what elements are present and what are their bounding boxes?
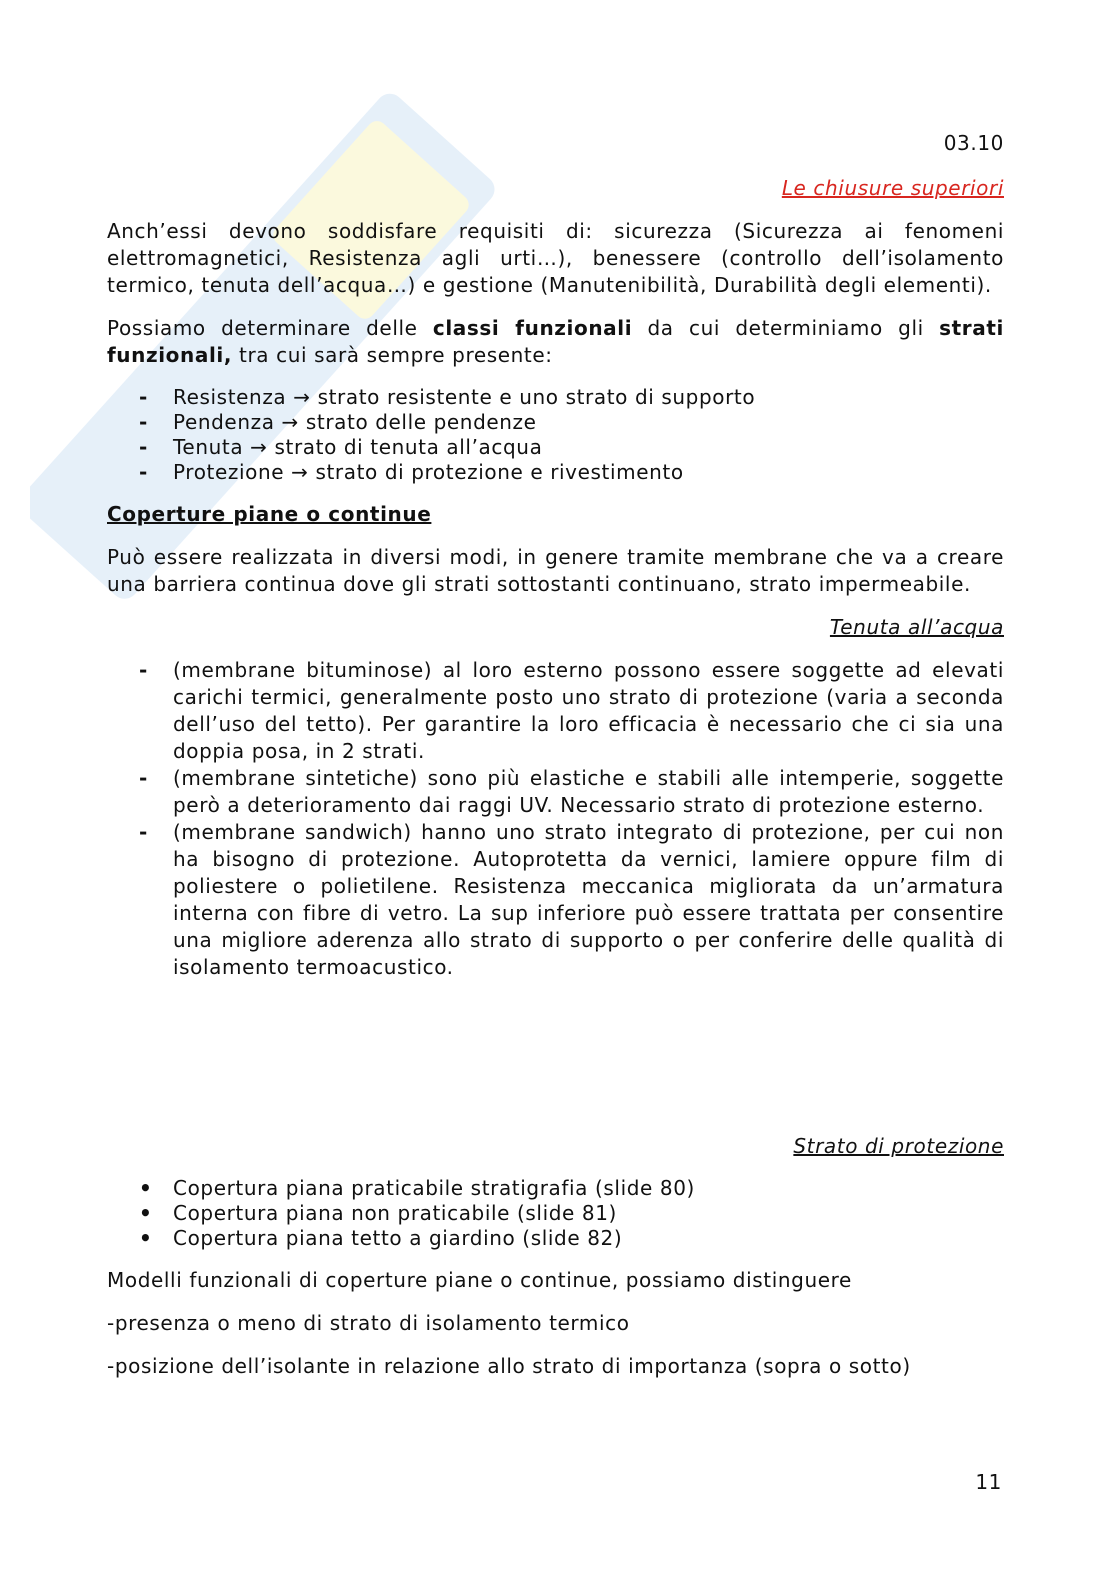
- lecture-date: 03.10: [943, 131, 1004, 155]
- tenuta-list: [107, 657, 1004, 981]
- list-item: - Tenuta → strato di tenuta all’acqua: [139, 435, 543, 459]
- arrow-icon: →: [281, 410, 299, 434]
- list-item: - (membrane sandwich) hanno uno strato integrato di protezione, per cui non ha bisogno di protezione. Autoprotetta da vernici, lamiere oppure film di poliestere o polietilene. Resistenza meccanica migliorata da un’armatura interna con fibre di vetro. La sup inferiore può essere trattata per consentire una migliore aderenza allo strato di supporto o per conferire delle qualità di isolamento termoacustico.: [139, 820, 1004, 979]
- classi-paragraph: Possiamo determinare delle classi funzionali da cui determiniamo gli strati funzionali, tra cui sarà sempre presente:: [107, 316, 1004, 367]
- strati-funzionali-term: strati funzionali,: [107, 316, 1004, 367]
- list-item: - Protezione → strato di protezione e rivestimento: [139, 460, 684, 484]
- arrow-icon: →: [291, 460, 309, 484]
- tenuta-heading: Tenuta all’acqua: [829, 615, 1004, 639]
- list-item: - Resistenza → strato resistente e uno strato di supporto: [139, 385, 756, 409]
- classi-funzionali-term: classi funzionali: [432, 316, 633, 340]
- list-item: - (membrane sintetiche) sono più elastiche e stabili alle intemperie, soggette però a deterioramento dai raggi UV. Necessario strato di protezione esterno.: [139, 766, 1004, 817]
- list-item: - (membrane bituminose) al loro esterno possono essere soggette ad elevati carichi termici, generalmente posto uno strato di protezione (varia a seconda dell’uso del tetto). Per garantire la loro efficacia è necessario che ci sia una doppia posa, in 2 strati.: [139, 658, 1004, 763]
- page-number: 11: [975, 1470, 1002, 1494]
- arrow-icon: →: [250, 435, 268, 459]
- intro-paragraph: Anch’essi devono soddisfare requisiti di: sicurezza (Sicurezza ai fenomeni elettromagnetici, Resistenza agli urti…), benessere (controllo dell’isolamento termico, tenuta dell’acqua…) e gestione (Manutenibilità, Durabilità degli elementi).: [107, 219, 1004, 297]
- modelli-line-1: -presenza o meno di strato di isolamento termico: [107, 1311, 630, 1335]
- modelli-line-2: -posizione dell’isolante in relazione allo strato di importanza (sopra o sotto): [107, 1354, 911, 1378]
- list-item: • Copertura piana tetto a giardino (slide 82): [139, 1226, 623, 1250]
- modelli-intro: Modelli funzionali di coperture piane o continue, possiamo distinguere: [107, 1268, 852, 1292]
- list-item: • Copertura piana non praticabile (slide 81): [139, 1201, 617, 1225]
- list-item: • Copertura piana praticabile stratigrafia (slide 80): [139, 1176, 695, 1200]
- document-page: [107, 124, 1004, 1396]
- arrow-icon: →: [293, 385, 311, 409]
- strati-list: [107, 385, 1004, 485]
- coperture-heading: Coperture piane o continue: [107, 502, 432, 526]
- protezione-list: [107, 1176, 1004, 1251]
- coperture-paragraph: Può essere realizzata in diversi modi, in genere tramite membrane che va a creare una barriera continua dove gli strati sottostanti continuano, strato impermeabile.: [107, 545, 1004, 596]
- section-title: Le chiusure superiori: [781, 176, 1004, 200]
- list-item: - Pendenza → strato delle pendenze: [139, 410, 537, 434]
- protezione-heading: Strato di protezione: [793, 1134, 1004, 1158]
